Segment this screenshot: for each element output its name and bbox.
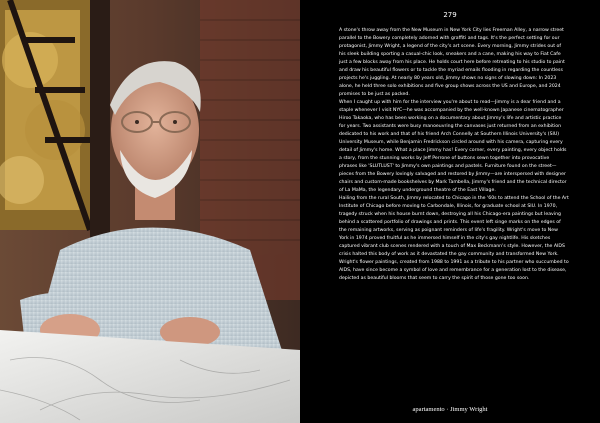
article-paragraph: A stone's throw away from the New Museum in New York City lies Freeman Alley, a narrow street parallel to the Bowery completely adorned with graffiti and tags. It's the perfect setting for our protagonist, Jimmy Wright, a legend of the city's art scene. Every morning, Jimmy strides out of his sleek building sporting a casual-chic look, sneakers and a cane, making his way to Fiat Cafe just a few blocks away from his place. He holds court here before retreating to his studio to paint and draw his beautiful flowers or to tackle the myriad emails flooding in regarding the countless projects he's juggling. At nearly 80 years old, Jimmy shows no signs of slowing down: In 2023 alone, he held three solo exhibitions and five group shows across the US and Europe, and 2024 promises to be just as packed. — [339, 28, 565, 97]
article-paragraph: Hailing from the rural South, Jimmy relocated to Chicago in the '60s to attend the School of the Art Institute of Chicago before moving to Carbondale, Illinois, for graduate school at SIU. In 1970, tragedy struck when his house burnt down, destroying all his Chicago-era paintings but leaving behind a scattered portfolio of drawings and prints. This event left singe marks on the edges of the remaining artworks, serving as poignant reminders of life's fragility. Wright's move to New York in 1974 proved fruitful as he immersed himself in the city's gay nightlife. His sketches captured vibrant club scenes rendered with a touch of Max Beckmann's style. However, the AIDS crisis halted this body of work as it devastated the gay community and transformed New York. Wright's flower paintings, created from 1988 to 1991 as a tribute to his partner who succumbed to AIDS, have since become a symbol of love and remembrance for a generation lost to the disease, depicted as beautiful blooms that seem to carry the spirit of those gone too soon. — [339, 196, 569, 281]
footer-separator: · — [446, 406, 449, 413]
article-page — [300, 0, 600, 423]
page-footer — [300, 406, 600, 413]
article-body — [339, 27, 569, 283]
magazine-name: apartamento — [412, 406, 445, 413]
article-paragraph: When I caught up with him for the interview you're about to read—Jimmy is a dear friend and a staple whenever I visit NYC—he was accompanied by the well-known Japanese cinematographer Hiroo Takaoka, who has been working on a documentary about Jimmy's life and artistic practice for years. Two assistants were busy manoeuvring the canvases just returned from an exhibition dedicated to his work and that of his friend Arch Connelly at Southern Illinois University's (SIU) University Museum, while Benjamin Fredrickson circled around with his camera, capturing every detail of Jimmy's home. What a place Jimmy has! Every corner, every painting, every object holds a story, from the stunning works by Jeff Perrone of buttons sewn together into provocative phrases like 'SLUTLUST' to Jimmy's own paintings and pastels. Furniture found on the street—pieces from the Bowery lovingly salvaged and restored by Jimmy—are interspersed with designer chairs and custom-made bookshelves by Mark Tambella, Jimmy's friend and the technical director of La MaMa, the legendary underground theatre of the East Village. — [339, 100, 567, 193]
page-number: 279 — [443, 11, 457, 19]
subject-name: Jimmy Wright — [450, 406, 488, 413]
